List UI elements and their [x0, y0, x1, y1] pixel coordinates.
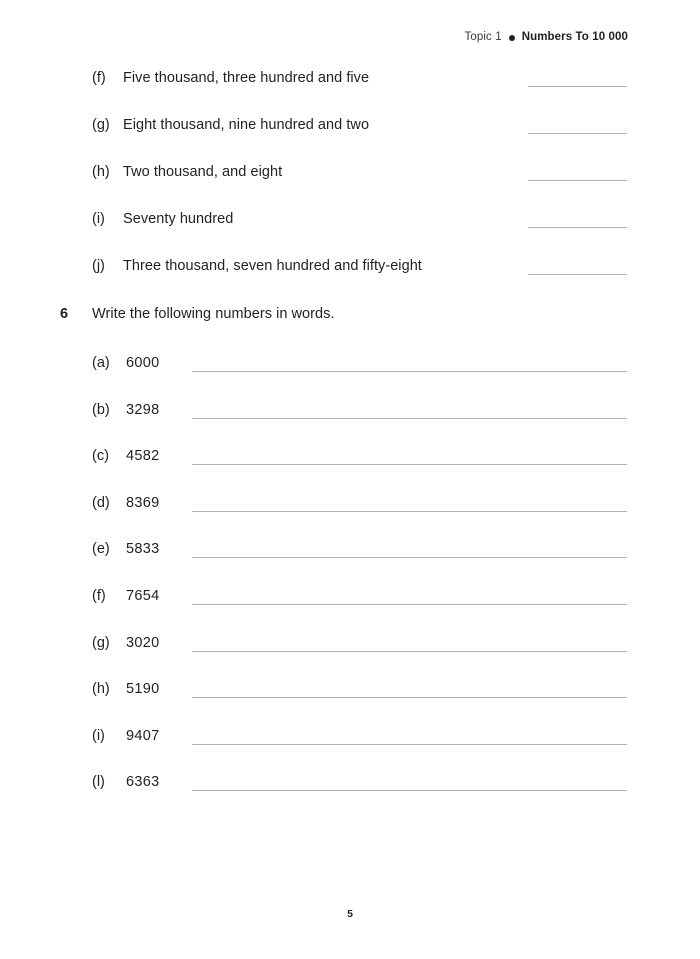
- list-item: [0, 493, 700, 540]
- list-item: [0, 256, 700, 303]
- item-label: (f): [92, 587, 106, 604]
- item-label: (j): [92, 258, 105, 274]
- list-item: [0, 400, 700, 447]
- item-label: (h): [92, 164, 110, 180]
- item-number-value: 5833: [126, 541, 160, 558]
- question-items-list: [0, 353, 700, 819]
- answer-blank[interactable]: [192, 464, 627, 465]
- item-label: (a): [92, 355, 110, 371]
- item-text: Three thousand, seven hundred and fifty-eight: [123, 258, 422, 274]
- list-item: [0, 446, 700, 493]
- answer-blank[interactable]: [192, 651, 627, 652]
- answer-blank[interactable]: [528, 180, 627, 181]
- item-text: Two thousand, and eight: [123, 164, 283, 180]
- answer-blank[interactable]: [528, 274, 627, 275]
- list-item: [0, 539, 700, 586]
- list-item: [0, 209, 700, 256]
- answer-blank[interactable]: [192, 790, 627, 791]
- answer-blank[interactable]: [192, 604, 627, 605]
- item-text: Eight thousand, nine hundred and two: [123, 117, 370, 133]
- answer-blank[interactable]: [528, 227, 627, 228]
- list-item: [0, 726, 700, 773]
- answer-blank[interactable]: [192, 418, 627, 419]
- answer-blank[interactable]: [528, 86, 627, 87]
- question-heading: [0, 304, 700, 330]
- item-label: (g): [92, 117, 110, 133]
- item-text: Five thousand, three hundred and five: [123, 70, 370, 86]
- item-label: (g): [92, 634, 110, 651]
- running-header: [465, 32, 628, 44]
- item-number-value: 3298: [126, 401, 160, 418]
- item-number-value: 4582: [126, 448, 160, 465]
- question-number: 6: [60, 306, 69, 322]
- question-instruction: Write the following numbers in words.: [92, 306, 335, 322]
- item-number-value: 8369: [126, 494, 160, 511]
- item-label: (f): [92, 70, 106, 86]
- list-item: [0, 586, 700, 633]
- list-item: [0, 679, 700, 726]
- bullet-dot-icon: [509, 35, 515, 41]
- page-number: 5: [347, 908, 353, 920]
- item-number-value: 6363: [126, 774, 160, 791]
- header-topic-label: Topic 1: [464, 31, 502, 43]
- list-item: [0, 115, 700, 162]
- item-label: (h): [92, 681, 110, 698]
- answer-blank[interactable]: [192, 371, 627, 372]
- item-number-value: 3020: [126, 634, 160, 651]
- item-label: (e): [92, 541, 110, 558]
- list-item: [0, 162, 700, 209]
- continued-items-list: [0, 68, 700, 303]
- list-item: [0, 772, 700, 819]
- item-number-value: 5190: [126, 681, 160, 698]
- item-text: Seventy hundred: [123, 211, 234, 227]
- list-item: [0, 353, 700, 400]
- answer-blank[interactable]: [192, 697, 627, 698]
- answer-blank[interactable]: [528, 133, 627, 134]
- answer-blank[interactable]: [192, 511, 627, 512]
- item-label: (l): [92, 774, 105, 791]
- item-label: (b): [92, 401, 110, 418]
- item-label: (i): [92, 727, 105, 744]
- answer-blank[interactable]: [192, 557, 627, 558]
- item-number-value: 7654: [126, 587, 160, 604]
- list-item: [0, 68, 700, 115]
- item-number-value: 6000: [126, 355, 160, 371]
- item-number-value: 9407: [126, 727, 160, 744]
- list-item: [0, 633, 700, 680]
- item-label: (c): [92, 448, 109, 465]
- item-label: (d): [92, 494, 110, 511]
- item-label: (i): [92, 211, 105, 227]
- header-title: Numbers To 10 000: [521, 31, 628, 43]
- answer-blank[interactable]: [192, 744, 627, 745]
